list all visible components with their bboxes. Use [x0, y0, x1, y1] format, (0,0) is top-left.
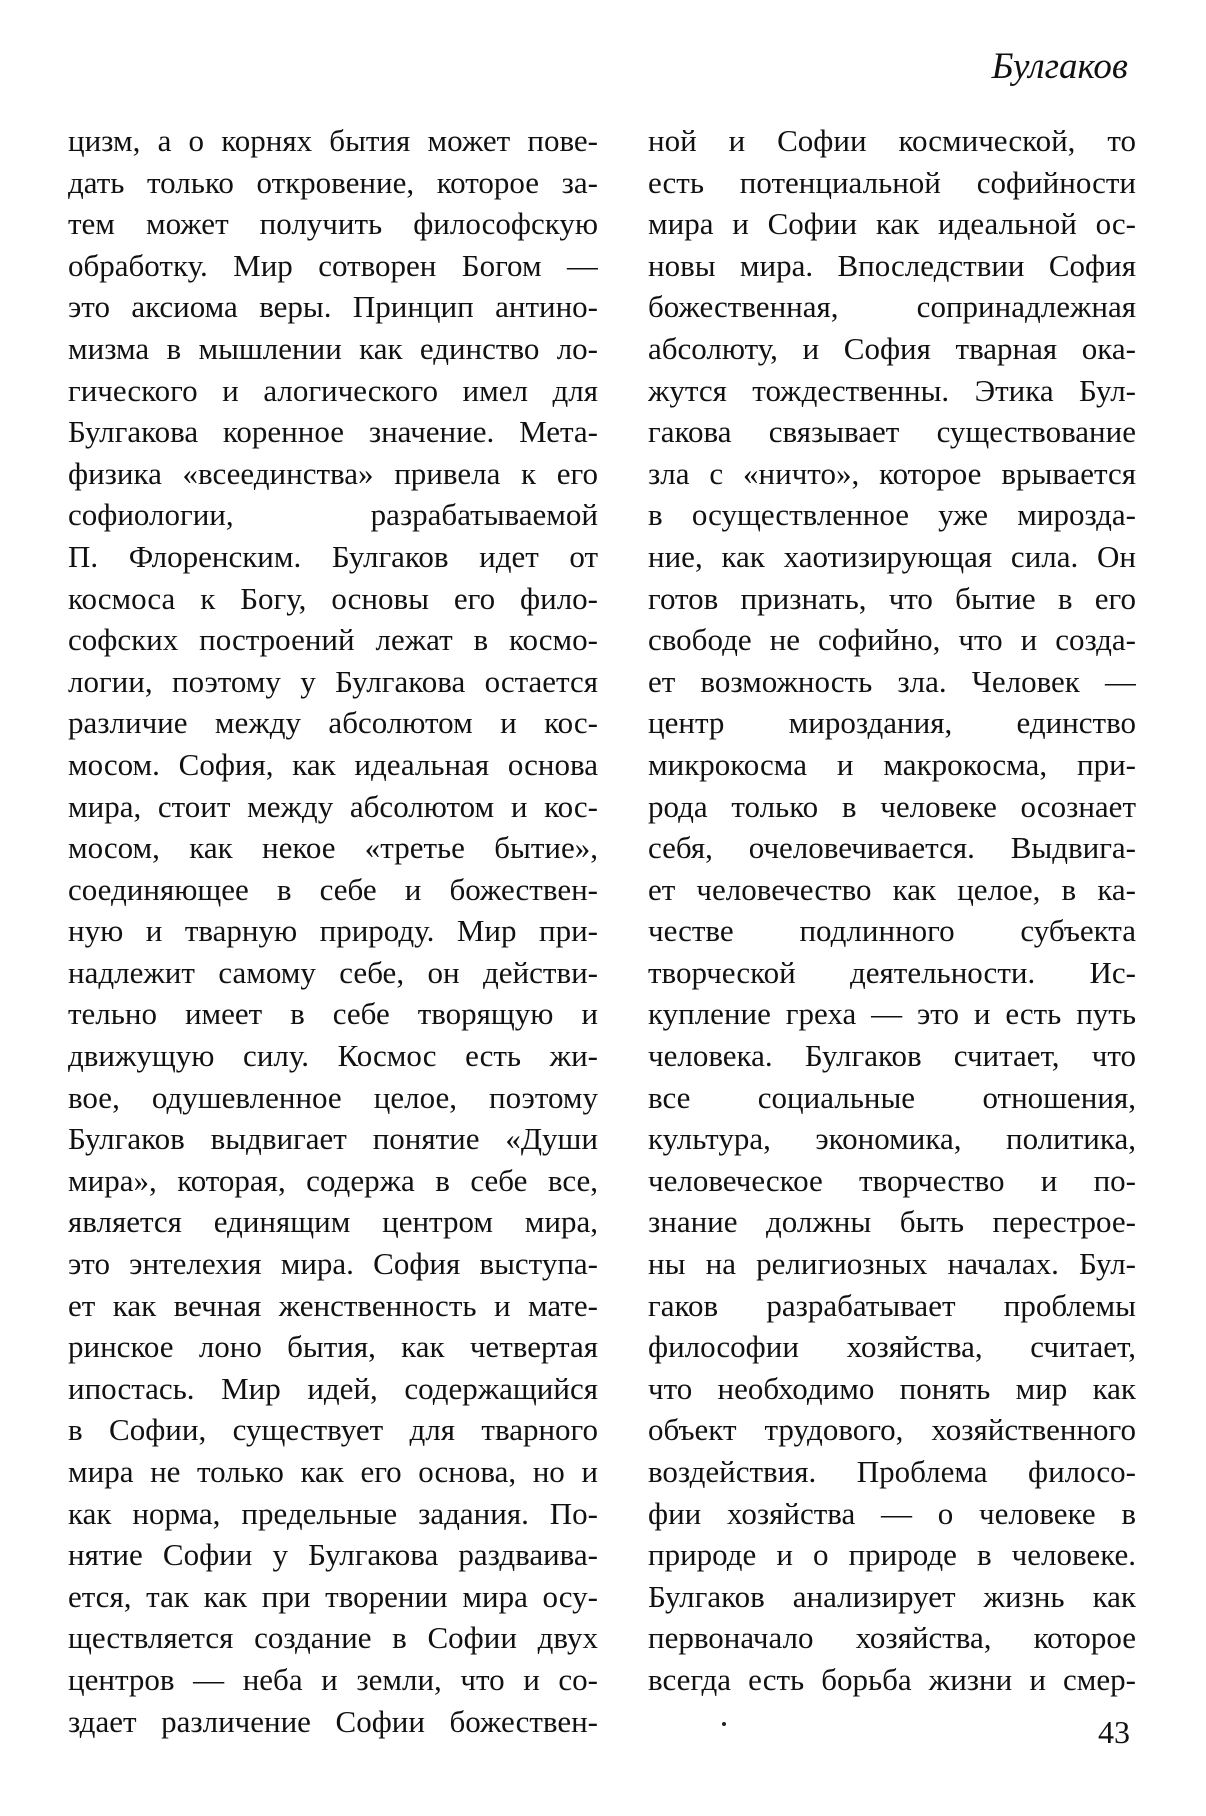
text-line: ется, так как при творении мира осу- — [68, 1578, 598, 1614]
text-line: рода только в человеке осознает — [648, 788, 1136, 824]
text-line: первоначало хозяйства, которое — [648, 1620, 1136, 1656]
text-line: свободе не софийно, что и созда- — [648, 622, 1136, 658]
page-number: 43 — [1098, 1714, 1130, 1750]
text-line: является единящим центром мира, — [68, 1204, 598, 1240]
text-line: гаков разрабатывает проблемы — [648, 1287, 1136, 1323]
text-line: соединяющее в себе и божествен- — [68, 871, 598, 907]
text-line: как норма, предельные задания. По- — [68, 1495, 598, 1531]
text-line: объект трудового, хозяйственного — [648, 1412, 1136, 1448]
text-line: воздействия. Проблема филосо- — [648, 1454, 1136, 1489]
text-line: всегда есть борьба жизни и смер- — [648, 1661, 1136, 1697]
text-line: ет возможность зла. Человек — — [648, 663, 1136, 699]
text-line: ринское лоно бытия, как четвертая — [68, 1329, 598, 1365]
text-line: что необходимо понять мир как — [648, 1370, 1136, 1406]
text-line: новы мира. Впоследствии София — [648, 247, 1136, 283]
text-line: софских построений лежат в космо- — [68, 622, 598, 658]
text-line: ет как вечная женственность и мате- — [68, 1287, 598, 1323]
text-line: Булгакова коренное значение. Мета- — [68, 414, 598, 450]
text-line: ны на религиозных началах. Бул- — [648, 1246, 1136, 1282]
text-line: это аксиома веры. Принцип антино- — [68, 289, 598, 325]
text-line: дать только откровение, которое за- — [68, 164, 598, 200]
text-line: ние, как хаотизирующая сила. Он — [648, 538, 1136, 574]
text-line: мосом. София, как идеальная основа — [68, 746, 598, 782]
text-line: Булгаков анализирует жизнь как — [648, 1578, 1136, 1614]
text-line: абсолюту, и София тварная ока- — [648, 330, 1136, 366]
text-line: есть потенциальной софийности — [648, 164, 1136, 200]
text-line: купление греха — это и есть путь — [648, 996, 1136, 1032]
text-line: в Софии, существует для тварного — [68, 1412, 598, 1448]
text-line: софиологии, разрабатываемой — [68, 497, 598, 533]
text-line: мира не только как его основа, но и — [68, 1454, 598, 1489]
text-line: философии хозяйства, считает, — [648, 1329, 1136, 1365]
text-line: Булгаков выдвигает понятие «Души — [68, 1121, 598, 1157]
text-line: человека. Булгаков считает, что — [648, 1038, 1136, 1074]
text-line: обработку. Мир сотворен Богом — — [68, 247, 598, 283]
text-line: П. Флоренским. Булгаков идет от — [68, 538, 598, 574]
text-line: это энтелехия мира. София выступа- — [68, 1246, 598, 1282]
text-line: различие между абсолютом и кос- — [68, 705, 598, 741]
text-line: все социальные отношения, — [648, 1079, 1136, 1115]
text-line: ет человечество как целое, в ка- — [648, 871, 1136, 907]
text-line: в осуществленное уже мирозда- — [648, 497, 1136, 533]
text-line: себя, очеловечивается. Выдвига- — [648, 830, 1136, 866]
text-line: знание должны быть перестрое- — [648, 1204, 1136, 1240]
text-line: жутся тождественны. Этика Бул- — [648, 372, 1136, 408]
text-line: гакова связывает существование — [648, 414, 1136, 450]
text-line: тем может получить философскую — [68, 206, 598, 242]
text-line: мизма в мышлении как единство ло- — [68, 330, 598, 366]
text-line: надлежит самому себе, он действи- — [68, 954, 598, 990]
text-line: культура, экономика, политика, — [648, 1121, 1136, 1157]
text-line: мосом, как некое «третье бытие», — [68, 830, 598, 866]
print-speck — [722, 1722, 726, 1726]
text-line: мира», которая, содержа в себе все, — [68, 1162, 598, 1198]
text-line: нятие Софии у Булгакова раздваива- — [68, 1537, 598, 1573]
text-line: фии хозяйства — о человеке в — [648, 1495, 1136, 1531]
text-line: творческой деятельности. Ис- — [648, 954, 1136, 990]
text-line: ществляется создание в Софии двух — [68, 1620, 598, 1656]
text-line: центр мироздания, единство — [648, 705, 1136, 741]
text-line: движущую силу. Космос есть жи- — [68, 1038, 598, 1074]
text-line: тельно имеет в себе творящую и — [68, 996, 598, 1032]
text-line: ную и тварную природу. Мир при- — [68, 913, 598, 949]
text-line: космоса к Богу, основы его фило- — [68, 580, 598, 616]
text-line: честве подлинного субъекта — [648, 913, 1136, 949]
text-line: ипостась. Мир идей, содержащийся — [68, 1370, 598, 1406]
text-line: природе и о природе в человеке. — [648, 1537, 1136, 1573]
text-line: логии, поэтому у Булгакова остается — [68, 663, 598, 699]
text-line: божественная, сопринадлежная — [648, 289, 1136, 325]
text-line: вое, одушевленное целое, поэтому — [68, 1079, 598, 1115]
running-head-title: Булгаков — [991, 46, 1128, 87]
text-line: физика «всеединства» привела к его — [68, 455, 598, 491]
text-line: здает различение Софии божествен- — [68, 1703, 598, 1739]
text-line: зла с «ничто», которое врывается — [648, 455, 1136, 491]
text-line: мира и Софии как идеальной ос- — [648, 206, 1136, 242]
text-line: микрокосма и макрокосма, при- — [648, 746, 1136, 782]
text-line: гического и алогического имел для — [68, 372, 598, 408]
text-line: цизм, а о корнях бытия может пове- — [68, 123, 598, 158]
text-line: ной и Софии космической, то — [648, 123, 1136, 158]
text-column-left — [68, 120, 598, 1742]
text-line: готов признать, что бытие в его — [648, 580, 1136, 616]
text-line: мира, стоит между абсолютом и кос- — [68, 788, 598, 824]
text-column-right — [648, 120, 1136, 1701]
text-line: центров — неба и земли, что и со- — [68, 1661, 598, 1697]
text-line: человеческое творчество и по- — [648, 1162, 1136, 1198]
